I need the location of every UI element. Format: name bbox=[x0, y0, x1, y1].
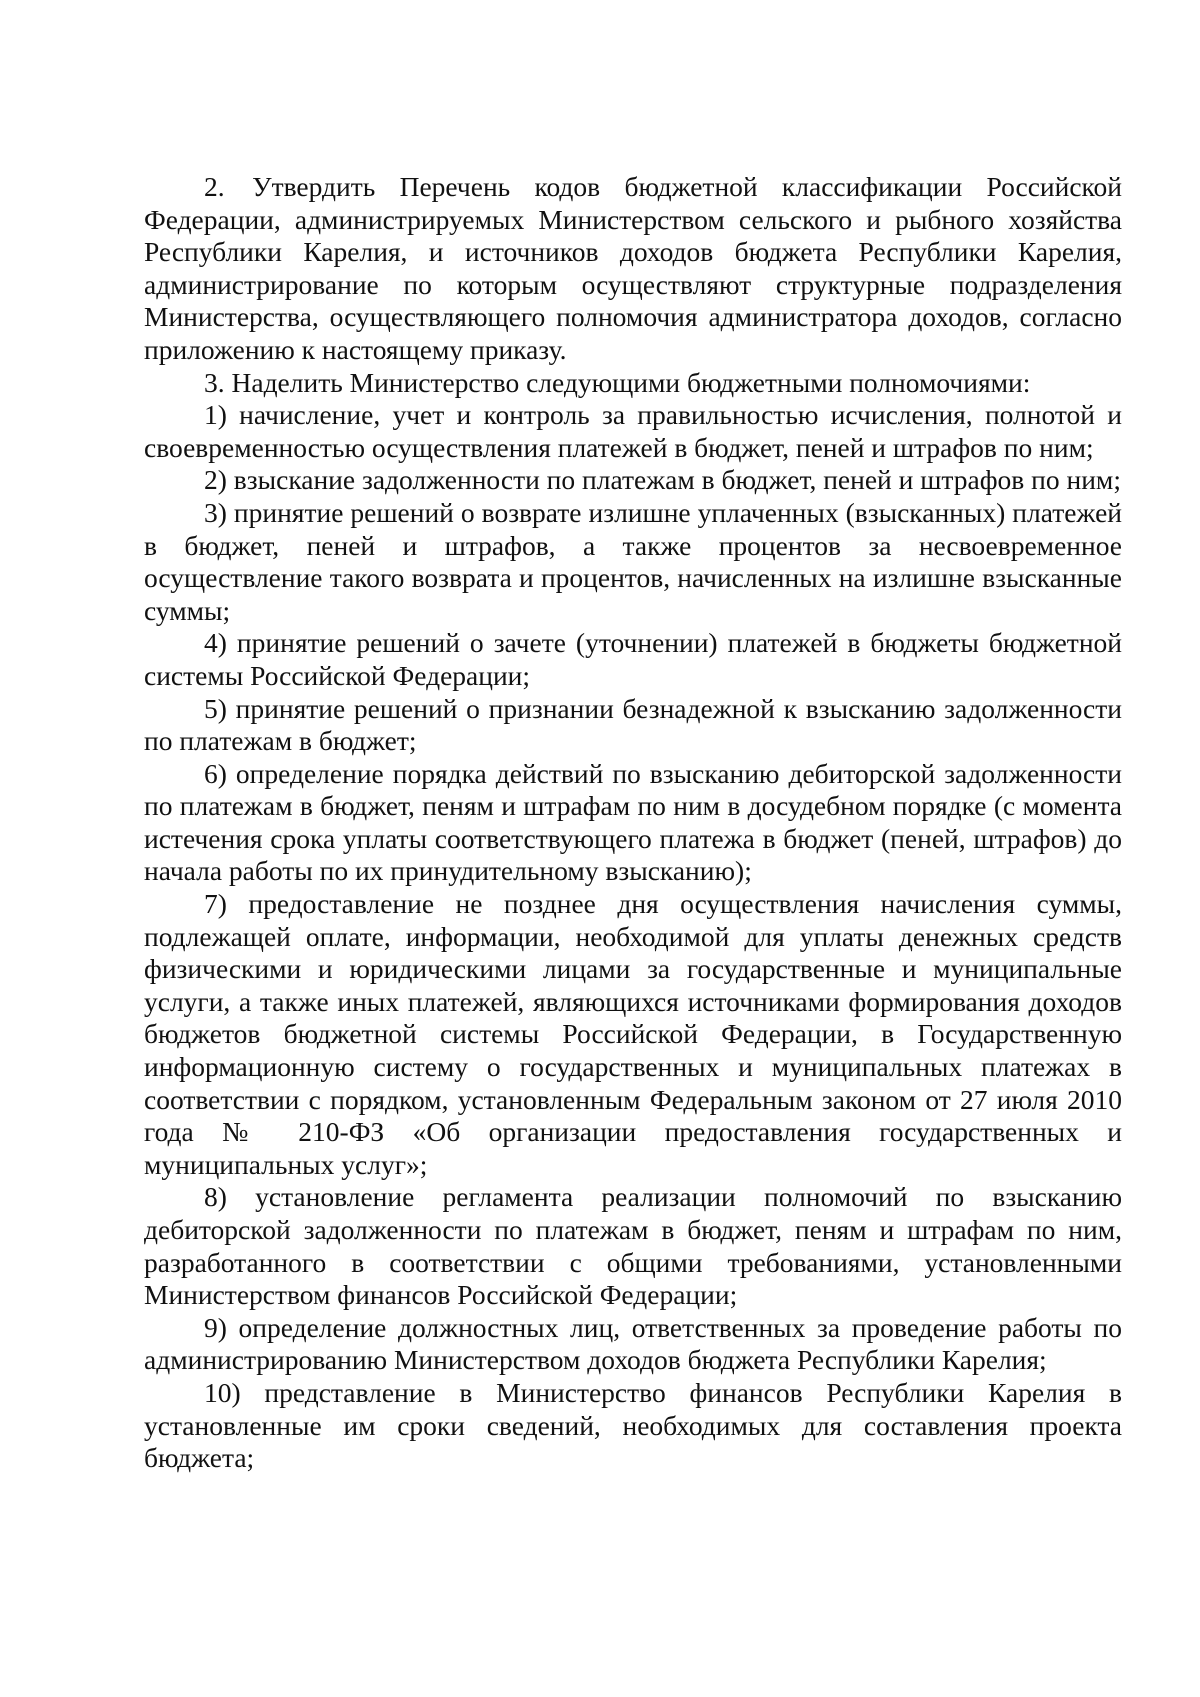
subitem-2: 2) взыскание задолженности по платежам в бюджет, пеней и штрафов по ним; bbox=[204, 464, 1121, 496]
subitem-1: 1) начисление, учет и контроль за правильностью исчисления, полнотой и своевременностью осуществления платежей в бюджет, пеней и штрафов по ним; bbox=[144, 399, 1122, 463]
subitem-9: 9) определение должностных лиц, ответственных за проведение работы по администрированию Министерством доходов бюджета Республики Карелия; bbox=[144, 1311, 1122, 1376]
paragraph-item-2: 2. Утвердить Перечень кодов бюджетной классификации Российской Федерации, администрируемых Министерством сельского и рыбного хозяйства Республики Карелия, и источников доходов бюджета Республики Карелия, администрирование по которым осуществляют структурные подразделения Министерства, осуществляющего полномочия администратора доходов, согласно приложению к настоящему приказу. bbox=[144, 171, 1122, 365]
subitem-5: 5) принятие решений о признании безнадежной к взысканию задолженности по платежам в бюджет; bbox=[144, 692, 1122, 757]
subitem-8: 8) установление регламента реализации полномочий по взысканию дебиторской задолженности по платежам в бюджет, пеням и штрафам по ним, разработанного в соответствии с общими требованиями, установленными Министерством финансов Российской Федерации; bbox=[144, 1181, 1122, 1311]
subitem-10: 10) представление в Министерство финансов Республики Карелия в установленные им сроки сведений, необходимых для составления проекта бюджета; bbox=[144, 1376, 1122, 1474]
document-body bbox=[144, 171, 1122, 1475]
paragraph-item-3: 3. Наделить Министерство следующими бюджетными полномочиями: bbox=[204, 366, 1031, 398]
subitem-7: 7) предоставление не позднее дня осуществления начисления суммы, подлежащей оплате, информации, необходимой для уплаты денежных средств физическими и юридическими лицами за государственные и муниципальные услуги, а также иных платежей, являющихся источниками формирования доходов бюджетов бюджетной системы Российской Федерации, в Государственную информационную систему о государственных и муниципальных платежах в соответствии с порядком, установленным Федеральным законом от 27 июля 2010 года № 210-ФЗ «Об организации предоставления государственных и муниципальных услуг»; bbox=[144, 888, 1122, 1180]
subitem-6: 6) определение порядка действий по взысканию дебиторской задолженности по платежам в бюджет, пеням и штрафам по ним в досудебном порядке (с момента истечения срока уплаты соответствующего платежа в бюджет (пеней, штрафов) до начала работы по их принудительному взысканию); bbox=[144, 757, 1122, 887]
subitem-4: 4) принятие решений о зачете (уточнении) платежей в бюджеты бюджетной системы Российской Федерации; bbox=[144, 627, 1122, 691]
subitem-3: 3) принятие решений о возврате излишне уплаченных (взысканных) платежей в бюджет, пеней и штрафов, а также процентов за несвоевременное осуществление такого возврата и процентов, начисленных на излишне взысканные суммы; bbox=[144, 496, 1122, 626]
